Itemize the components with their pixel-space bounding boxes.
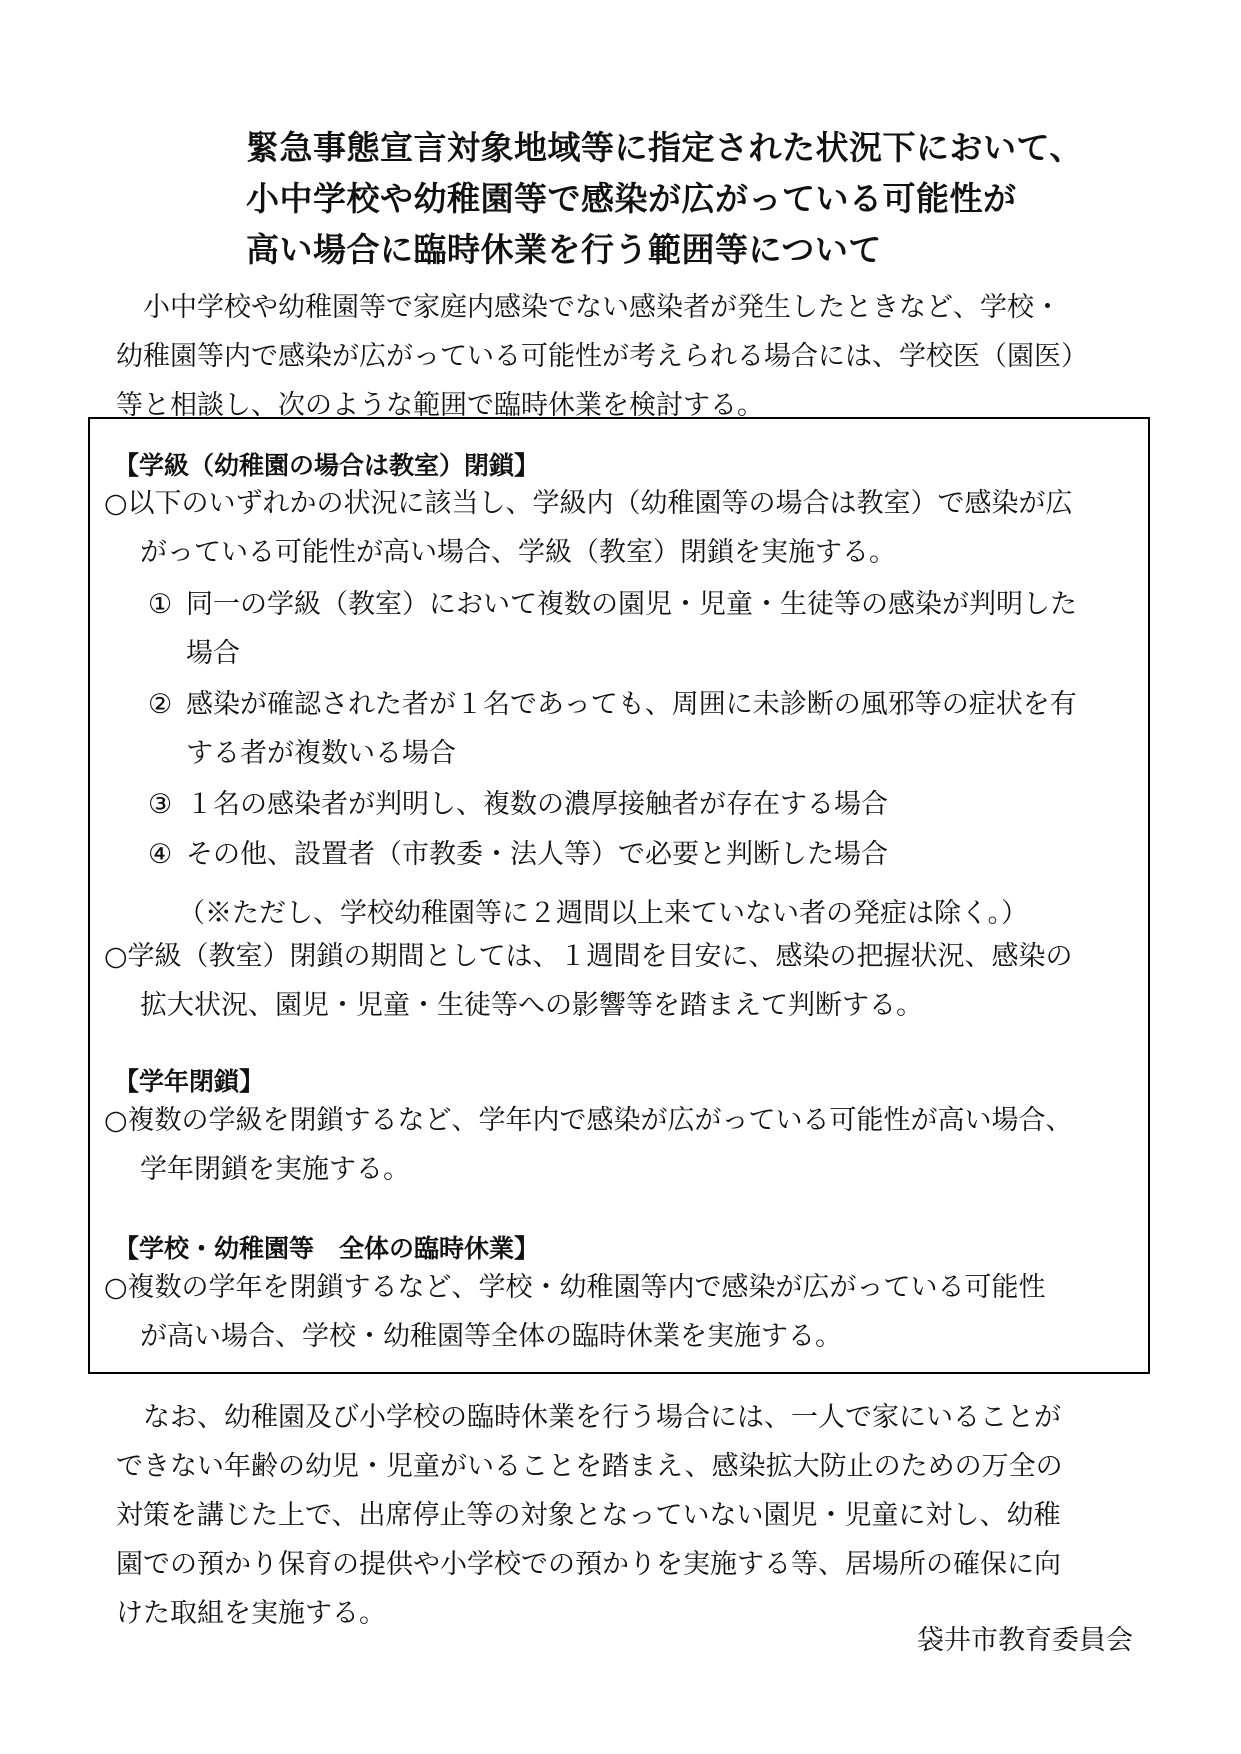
- condition-item-4: [148, 830, 1148, 879]
- item-number: ③: [148, 789, 173, 820]
- intro-line: 等と相談し、次のような範囲で臨時休業を検討する。: [116, 390, 764, 421]
- school-closure-heading: 【学校・幼稚園等 全体の臨時休業】: [114, 1234, 540, 1263]
- item-number: ①: [148, 589, 173, 620]
- title-line: 高い場合に臨時休業を行う範囲等について: [246, 230, 882, 269]
- closing-line: できない年齢の幼児・児童がいることを踏まえ、感染拡大防止のための万全の: [116, 1451, 1063, 1482]
- title-line: 緊急事態宣言対象地域等に指定された状況下において、: [246, 128, 1083, 167]
- paragraph-line: がっている可能性が高い場合、学級（教室）閉鎖を実施する。: [140, 537, 896, 568]
- paragraph-line: ○学級（教室）閉鎖の期間としては、１週間を目安に、感染の把握状況、感染の: [104, 941, 1073, 972]
- condition-item-3: [148, 780, 1148, 829]
- intro-line: 小中学校や幼稚園等で家庭内感染でない感染者が発生したときなど、学校・: [116, 292, 1061, 323]
- item-text: 感染が確認された者が１名であっても、周囲に未診断の風邪等の症状を有: [186, 689, 1077, 720]
- closing-line: 園での預かり保育の提供や小学校での預かりを実施する等、居場所の確保に向: [116, 1549, 1061, 1580]
- intro-paragraph: [116, 283, 1136, 430]
- paragraph-line: 拡大状況、園児・児童・生徒等への影響等を踏まえて判断する。: [140, 990, 923, 1021]
- item-text: １名の感染者が判明し、複数の濃厚接触者が存在する場合: [186, 789, 888, 820]
- school-closure-paragraph: [104, 1263, 1144, 1361]
- grade-closure-heading: 【学年閉鎖】: [114, 1067, 265, 1096]
- paragraph-line: 学年閉鎖を実施する。: [140, 1154, 410, 1185]
- class-closure-paragraph: [104, 479, 1144, 577]
- closure-period-paragraph: [104, 932, 1144, 1030]
- paragraph-line: ○以下のいずれかの状況に該当し、学級内（幼稚園等の場合は教室）で感染が広: [104, 488, 1073, 519]
- paragraph-line: ○複数の学年を閉鎖するなど、学校・幼稚園等内で感染が広がっている可能性: [104, 1272, 1046, 1303]
- closing-paragraph: [116, 1393, 1136, 1638]
- condition-item-2: [148, 680, 1148, 778]
- document-title: [246, 122, 1146, 275]
- item-number: ④: [148, 839, 173, 870]
- closing-line: なお、幼稚園及び小学校の臨時休業を行う場合には、一人で家にいることが: [116, 1402, 1061, 1433]
- item-number: ②: [148, 689, 173, 720]
- closing-line: けた取組を実施する。: [116, 1598, 386, 1629]
- item-text: する者が複数いる場合: [186, 738, 456, 769]
- item-text: 同一の学級（教室）において複数の園児・児童・生徒等の感染が判明した: [186, 589, 1077, 620]
- paragraph-line: が高い場合、学校・幼稚園等全体の臨時休業を実施する。: [140, 1321, 842, 1352]
- grade-closure-paragraph: [104, 1096, 1144, 1194]
- issuer-signature: 袋井市教育委員会: [917, 1625, 1133, 1656]
- item-text: 場合: [186, 638, 240, 669]
- paragraph-line: ○複数の学級を閉鎖するなど、学年内で感染が広がっている可能性が高い場合、: [104, 1105, 1073, 1136]
- class-closure-heading: 【学級（幼稚園の場合は教室）閉鎖】: [114, 451, 540, 480]
- closing-line: 対策を講じた上で、出席停止等の対象となっていない園児・児童に対し、幼稚: [116, 1500, 1061, 1531]
- item-text: その他、設置者（市教委・法人等）で必要と判断した場合: [186, 839, 888, 870]
- intro-line: 幼稚園等内で感染が広がっている可能性が考えられる場合には、学校医（園医）: [116, 341, 1088, 372]
- condition-item-1: [148, 580, 1148, 678]
- title-line: 小中学校や幼稚園等で感染が広がっている可能性が: [246, 179, 1017, 218]
- exception-note: （※ただし、学校幼稚園等に２週間以上来ていない者の発症は除く。）: [178, 898, 1028, 929]
